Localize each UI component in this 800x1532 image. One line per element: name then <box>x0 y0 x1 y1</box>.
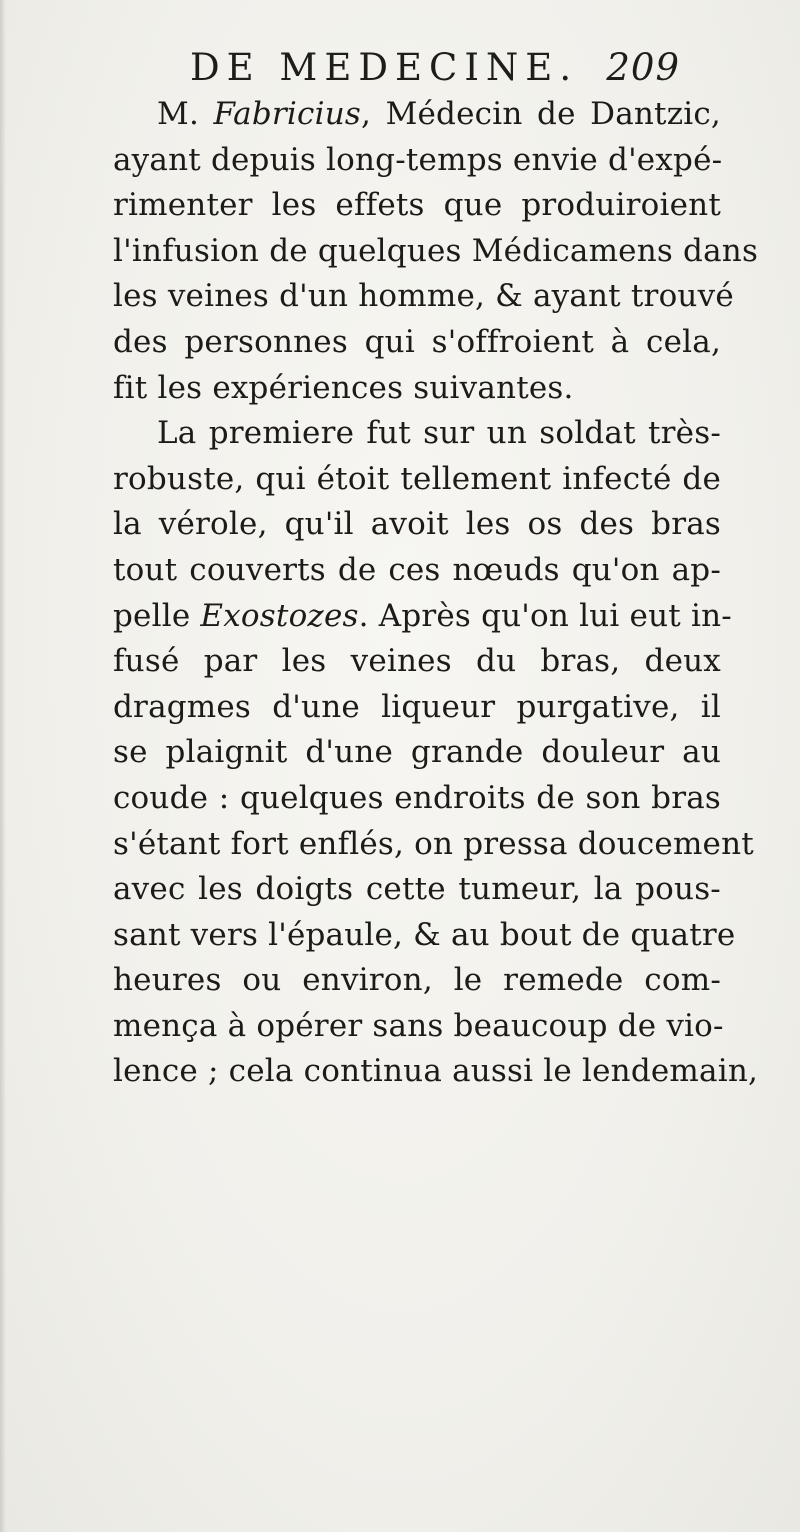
body-text <box>113 92 759 1095</box>
text-line <box>113 548 721 594</box>
text-run: ayant depuis long-temps envie d'expé- <box>113 141 723 178</box>
paragraph <box>113 92 759 411</box>
text-run: fusé par les veines du bras, deux <box>113 643 721 680</box>
text-run: coude : quelques endroits de son bras <box>113 779 721 816</box>
text-run: les veines d'un homme, & ayant trouvé <box>113 278 734 315</box>
text-run: avec les doigts cette tumeur, la pous- <box>113 871 721 908</box>
text-line <box>113 366 721 412</box>
text-line <box>113 594 732 640</box>
text-line <box>113 639 721 685</box>
text-line <box>113 229 759 275</box>
text-line <box>113 320 721 366</box>
text-run: rimenter les effets que produiroient <box>113 187 721 224</box>
text-run: fit les expériences suivantes. <box>113 369 574 406</box>
text-run: , Médecin de Dantzic, <box>360 96 721 132</box>
text-line <box>113 958 721 1004</box>
italic-text: Fabricius <box>213 96 361 132</box>
text-run: lence ; cela continua aussi le lendemain, <box>113 1053 759 1090</box>
text-run: heures ou environ, le remede com- <box>113 962 721 999</box>
running-head-title: DE MEDECINE. <box>190 46 579 89</box>
text-run: . Après qu'on lui eut in- <box>358 597 732 634</box>
text-line <box>113 1004 724 1050</box>
text-line <box>113 822 754 868</box>
text-line <box>113 685 721 731</box>
text-line <box>113 1049 759 1095</box>
text-run: pelle <box>113 597 201 634</box>
text-run: l'infusion de quelques Médicamens dans <box>113 232 759 269</box>
text-line <box>113 92 721 138</box>
text-run: la vérole, qu'il avoit les os des bras <box>113 506 721 543</box>
text-line <box>113 183 721 229</box>
text-run: des personnes qui s'offroient à cela, <box>113 323 721 360</box>
paragraph <box>113 411 759 1095</box>
text-run: s'étant fort enflés, on pressa doucement <box>113 825 754 862</box>
text-line <box>113 502 721 548</box>
text-run: se plaignit d'une grande douleur au <box>113 734 721 771</box>
text-run: sant vers l'épaule, & au bout de quatre <box>113 916 736 953</box>
running-head <box>190 46 680 92</box>
text-run: mença à opérer sans beaucoup de vio- <box>113 1007 724 1044</box>
text-run: M. <box>157 96 214 132</box>
text-run: tout couverts de ces nœuds qu'on ap- <box>113 551 721 588</box>
text-line <box>113 867 721 913</box>
italic-text: Exostozes <box>200 597 359 634</box>
text-line <box>113 411 721 457</box>
text-run: La premiere fut sur un soldat très- <box>157 415 721 452</box>
text-run: dragmes d'une liqueur purgative, il <box>113 688 721 725</box>
page-edge-shadow <box>0 0 6 1532</box>
text-line <box>113 730 721 776</box>
text-line <box>113 913 736 959</box>
page-number: 209 <box>606 46 680 89</box>
text-line <box>113 138 721 184</box>
text-line <box>113 776 721 822</box>
text-line <box>113 274 734 320</box>
text-run: robuste, qui étoit tellement infecté de <box>113 460 721 497</box>
text-line <box>113 457 721 503</box>
